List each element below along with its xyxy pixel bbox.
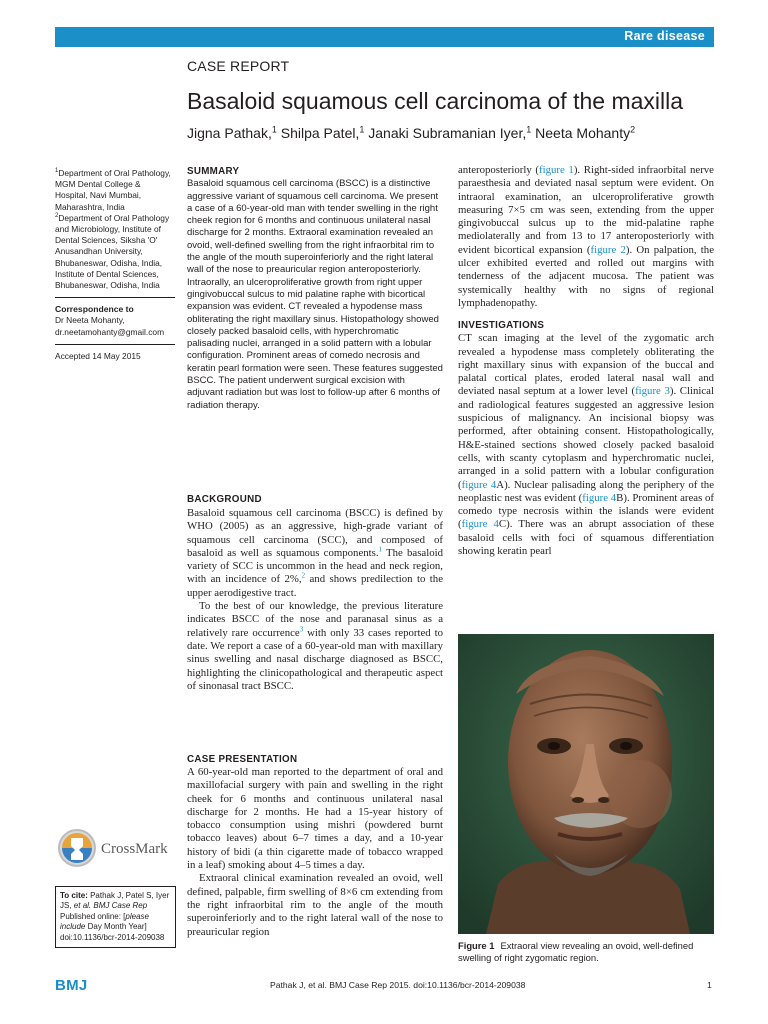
reference-link[interactable]: 3	[299, 625, 304, 634]
case-paragraph: A 60-year-old man reported to the department of oral and maxillofacial surgery with pain and swelling in the right cheek for 6 months and continuous unilateral nasal discharge for 2 months. He had a 15-year history of tobacco consumption using mishri (powdered burnt tobacco leaves) about 6–7 times a day, and a 10-year history of bidi (a thin cigarette made of tobacco wrapped in a leaf) smoking about 4–5 times a day.	[187, 766, 443, 872]
bmj-logo[interactable]: BMJ	[55, 977, 88, 994]
article-title: Basaloid squamous cell carcinoma of the maxilla	[187, 88, 684, 114]
investigations-heading: INVESTIGATIONS	[458, 320, 545, 332]
article-type: CASE REPORT	[187, 58, 290, 74]
citation-doi[interactable]: doi:10.1136/bcr-2014-209038	[60, 932, 165, 942]
figure-link[interactable]: figure 4	[582, 491, 617, 504]
author-affiliation-mark: 1	[526, 124, 532, 135]
crossmark-icon	[57, 826, 97, 870]
figure-1-caption: Figure 1 Extraoral view revealing an ovoid, well-defined swelling of right zygomatic region.	[458, 940, 694, 964]
figure-1-label: Figure 1	[458, 940, 495, 951]
author-name[interactable]: Janaki Subramanian Iyer,	[368, 125, 527, 141]
affiliation-2: $^2$Department of Oral Pathology and Microbiology, Institute of Dental Sciences, Siksha 'O' Anusandhan University, Bhubaneswar, Odisha, India, Institute of Dental Sciences, Bhubaneswar, Odisha, India	[55, 212, 170, 291]
correspondence-email[interactable]: dr.neetamohanty@gmail.com	[55, 326, 165, 337]
author-name[interactable]: Neeta Mohanty	[535, 125, 631, 141]
divider	[55, 297, 175, 298]
accepted-date: Accepted 14 May 2015	[55, 350, 141, 361]
author-affiliation-mark: 1	[359, 124, 365, 135]
background-section	[187, 493, 443, 693]
author-name[interactable]: Jigna Pathak,	[187, 125, 272, 141]
case-presentation-heading: CASE PRESENTATION	[187, 754, 298, 765]
section-label: Rare disease	[624, 29, 705, 43]
case-paragraph: anteroposteriorly (figure 1). Right-sided infraorbital nerve paraesthesia and deviated nasal septum were evident. On intraoral examination, an ulceroproliferative growth measuring 7×5 cm was seen, extending from the upper gingivobuccal sulcus up to the mid-palatine raphe mediolaterally and from 13 to 17 anteroposteriorly with evident bicortical expansion (figure 2). On palpation, the ulcer exhibited everted and rolled out margins with tenderness of the adjacent mucosa. The patient was systemically healthy with no signs of regional lymphadenopathy.	[458, 164, 714, 309]
investigations-paragraph: CT scan imaging at the level of the zygomatic arch revealed a hypodense mass completely obliterating the right maxillary sinus with expansion of the buccal and palatal cortical plates, eroded lateral nasal wall and deviated nasal septum at a lower level (figure 3). Clinical and radiological features suggested an aggressive lesion suspicious of malignancy. An incisional biopsy was performed, after obtaining consent. Histopathologically, H&E-stained sections showed closely packed basaloid cells, with scanty cytoplasm and hyperchromatic nuclei, arranged in a solid pattern with a lobular configuration (figure 4A). Nuclear palisading along the periphery of the neoplastic nest was evident (figure 4B). Prominent areas of comedo type necrosis within the islands were evident (figure 4C). There was an abrupt association of these basaloid cells with foci of squamous differentiation showing keratin pearl	[458, 332, 714, 558]
figure-link[interactable]: figure 3	[635, 385, 670, 398]
figure-1-photo[interactable]	[458, 634, 714, 934]
author-list	[187, 125, 635, 141]
top-banner	[55, 27, 714, 47]
footer-citation: Pathak J, et al. BMJ Case Rep 2015. doi:10.1136/bcr-2014-209038	[270, 980, 526, 990]
author-affiliation-mark: 1	[271, 124, 277, 135]
figure-link[interactable]: figure 1	[539, 164, 574, 176]
reference-link[interactable]: 2	[301, 571, 306, 580]
correspondence-name: Dr Neeta Mohanty,	[55, 315, 125, 326]
divider	[55, 344, 175, 345]
correspondence-heading: Correspondence to	[55, 304, 134, 315]
crossmark-badge[interactable]	[55, 826, 175, 870]
case-paragraph: Extraoral clinical examination revealed an ovoid, well defined, palpable, firm swelling of 8×6 cm extending from the right infraorbital rim to the angle of the mouth superoinferiorly and to the right lateral wall of the nose to preauricular region	[187, 872, 443, 938]
page-number: 1	[707, 980, 712, 990]
citation-box: To cite: Pathak J, Patel S, Iyer JS, et al. BMJ Case Rep Published online: [please include Day Month Year] doi:10.1136/bcr-2014-209038	[55, 886, 176, 948]
crossmark-label: CrossMark	[101, 841, 168, 857]
background-heading: BACKGROUND	[187, 494, 262, 505]
sidebar	[55, 168, 175, 362]
author-affiliation-mark: 2	[630, 124, 636, 135]
author-name[interactable]: Shilpa Patel,	[280, 125, 360, 141]
patient-face-illustration	[458, 634, 714, 934]
summary-section	[187, 166, 443, 412]
reference-link[interactable]: 1	[378, 545, 383, 554]
summary-text: Basaloid squamous cell carcinoma (BSCC) is a distinctive aggressive variant of squamous cell carcinoma. We present a case of a 60-year-old man with tender swelling in the right cheek region for 6 months and continuous unilateral nasal discharge for 2 months. Extraoral examination revealed an ovoid, well-defined swelling from the right infraorbital rim to the angle of the mouth superoinferiorly and the right lateral wall of the nose to preauricular region anteroposteriorly. Intraorally, an ulceroproliferative growth from right upper gingivobuccal sulcus to mid palatine raphe with bicortical expansion was evident. CT revealed a hypodense mass obliterating the right maxillary sinus. Histopathology showed closely packed basaloid cells, with hyperchromatic palisading nuclei, arranged in a solid pattern with a lobular configuration. Prominent areas of comedo necrosis and keratin pearl formation were seen. These features suggested BSCC. The patient underwent surgical excision with adjuvant radiation but was lost to follow-up after 6 months of radiation therapy.	[187, 178, 443, 411]
background-paragraph: Basaloid squamous cell carcinoma (BSCC) is defined by WHO (2005) as an aggressive, high-grade variant of squamous cell carcinoma (SCC), and composed of basaloid as well as squamous components.$^1$ The basaloid variety of SCC is uncommon in the head and neck region, with an incidence of 2%,$^2$ and shows predilection to the upper aerodigestive tract.	[187, 507, 443, 599]
background-paragraph: To the best of our knowledge, the previous literature indicates BSCC of the nose and paranasal sinus as a relatively rare occurrence$^3$ with only 33 cases reported to date. We report a case of a 60-year-old man with maxillary sinus swelling and nasal discharge diagnosed as BSCC, highlighting the clinicopathological and therapeutic aspect of sinonasal tract BSCC.	[187, 600, 444, 692]
figure-link[interactable]: figure 2	[590, 243, 626, 256]
case-presentation-section	[187, 753, 443, 939]
figure-link[interactable]: figure 4	[461, 478, 497, 491]
right-column-text	[458, 164, 714, 558]
figure-link[interactable]: figure 4	[461, 518, 499, 531]
summary-heading: SUMMARY	[187, 166, 240, 177]
affiliation-1: $^1$Department of Oral Pathology, MGM Dental College & Hospital, Navi Mumbai, Maharashtra, India	[55, 168, 171, 212]
